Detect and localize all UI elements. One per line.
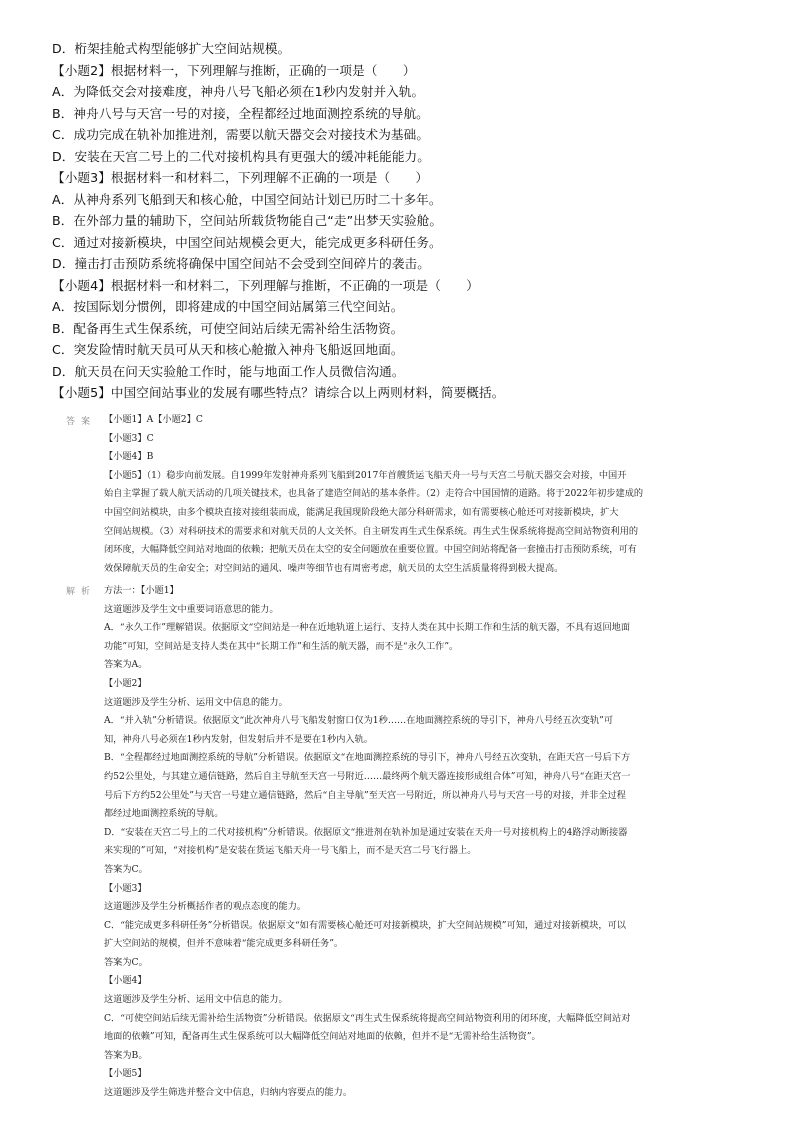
explanation-line: 约52公里处，与其建立通信链路，然后自主导航至天宫一号附近……最终两个航天器连接形成组合体”可知，神舟八号“在距天宫一 xyxy=(104,770,631,782)
option-line: D．航天员在问天实验舱工作时，能与地面工作人员微信沟通。 xyxy=(52,363,405,379)
explanation-line: 扩大空间站的规模，但并不意味着“能完成更多科研任务”。 xyxy=(104,938,344,950)
explanation-line: 答案为B。 xyxy=(104,1049,148,1061)
option-line: D．撞击打击预防系统将确保中国空间站不会受到空间碎片的袭击。 xyxy=(52,256,430,271)
question-stem: 【小题3】根据材料一和材料二，下列理解不正确的一项是（ ） xyxy=(52,170,429,185)
explanation-line: 方法一：【小题1】 xyxy=(104,585,179,596)
answer-line: 中国空间站模块，由多个模块直接对接组装而成，能满足我国现阶段绝大部分科研需求，如有需要核心舱还可对接新模块，扩大 xyxy=(104,506,619,518)
option-line: B．配备再生式生保系统，可使空间站后续无需补给生活物资。 xyxy=(52,320,404,336)
option-line: D．安装在天宫二号上的二代对接机构具有更强大的缓冲耗能能力。 xyxy=(52,148,430,164)
option-line: C．突发险情时航天员可从天和核心舱撤入神舟飞船返回地面。 xyxy=(52,342,404,357)
explanation-line: 知，神舟八号必须在1秒内发射，但发射后并不是要在1秒内入轨。 xyxy=(104,733,373,745)
question-stem: 【小题4】根据材料一和材料二，下列理解与推断，不正确的一项是（ ） xyxy=(52,277,480,293)
explanation-line: 【小题5】 xyxy=(104,1068,147,1080)
question-block xyxy=(52,38,752,404)
explanation-line: 这道题涉及学生分析概括作者的观点态度的能力。 xyxy=(104,901,307,913)
explanation-line: 功能”可知，空间站是支持人类在其中“长期工作”和生活的航天器，而不是“永久工作”。 xyxy=(104,640,459,652)
question-stem: 【小题5】中国空间站事业的发展有哪些特点？请综合以上两则材料，简要概括。 xyxy=(52,385,505,400)
answer-block xyxy=(104,411,764,578)
explanation-line: 这道题涉及学生分析、运用文中信息的能力。 xyxy=(104,994,288,1006)
explanation-line: 来实现的”可知，“对接机构”是安装在货运飞船天舟一号飞船上，而不是天宫二号飞行器上。 xyxy=(104,845,477,857)
explanation-block xyxy=(104,582,764,1103)
answer-line: 效保障航天员的生命安全；对空间站的通风、噪声等细节也有周密考虑，航天员的太空生活质量将得到极大提高。 xyxy=(104,562,564,574)
answer-line: 【小题1】A【小题2】C xyxy=(104,414,203,425)
option-line: B．在外部力量的辅助下，空间站所载货物能自己“走”出梦天实验舱。 xyxy=(52,213,443,228)
explanation-line: 这道题涉及学生文中重要词语意思的能力。 xyxy=(104,603,279,615)
answer-line: 【小题4】B xyxy=(104,451,154,463)
explanation-line: 这道题涉及学生筛选并整合文中信息，归纳内容要点的能力。 xyxy=(104,1087,353,1099)
explanation-line: B．“全程都经过地面测控系统的导航”分析错误。依据原文“在地面测控系统的导引下，神舟八号经五次变轨，在距天宫一号后下方 xyxy=(104,752,631,764)
explanation-line: 答案为C。 xyxy=(104,956,148,968)
explanation-line: C．“可使空间站后续无需补给生活物资”分析错误。依据原文“再生式生保系统将提高空间站物资利用的闭环度，大幅降低空间站对 xyxy=(104,1012,631,1024)
option-line: C．成功完成在轨补加推进剂，需要以航天器交会对接技术为基础。 xyxy=(52,127,430,142)
option-line: A．从神舟系列飞船到天和核心舱，中国空间站计划已历时二十多年。 xyxy=(52,191,442,207)
explanation-label: 解析 xyxy=(66,587,97,597)
explanation-line: C．“能完成更多科研任务”分析错误。依据原文“如有需要核心舱还可对接新模块，扩大空间站规模”可知，通过对接新模块，可以 xyxy=(104,919,626,931)
explanation-line: 号后下方约52公里处”与天宫一号建立通信链路，然后“自主导航”至天宫一号附近，所以神舟八号与天宫一号的对接，并非全过程 xyxy=(104,789,626,801)
answer-line: 闭环度，大幅降低空间站对地面的依赖；把航天员在太空的安全问题放在重要位置。中国空间站将配备一套撞击打击预防系统，可有 xyxy=(104,544,637,556)
question-stem: 【小题2】根据材料一，下列理解与推断，正确的一项是（ ） xyxy=(52,62,416,78)
explanation-line: 【小题4】 xyxy=(104,975,147,987)
answer-line: 【小题3】C xyxy=(104,432,154,444)
explanation-line: 答案为A。 xyxy=(104,659,148,671)
answer-label: 答案 xyxy=(66,417,97,427)
explanation-line: 【小题2】 xyxy=(104,677,147,689)
explanation-line: A．“永久工作”理解错误。依据原文“空间站是一种在近地轨道上运行、支持人类在其中长期工作和生活的航天器，不具有返回地面 xyxy=(104,622,631,634)
option-line: C．通过对接新模块，中国空间站规模会更大，能完成更多科研任务。 xyxy=(52,234,442,250)
option-line: D．桁架挂舱式构型能够扩大空间站规模。 xyxy=(52,41,291,56)
explanation-line: 地面的依赖”可知，配备再生式生保系统可以大幅降低空间站对地面的依赖，但并不是“无需补给生活物资”。 xyxy=(104,1031,541,1043)
option-line: B．神舟八号与天宫一号的对接，全程都经过地面测控系统的导航。 xyxy=(52,105,429,121)
explanation-line: D．“安装在天宫二号上的二代对接机构”分析错误。依据原文“推进剂在轨补加是通过安装在天舟一号对接机构上的4路浮动断接器 xyxy=(104,826,628,838)
explanation-line: A．“并入轨”分析错误。依据原文“此次神舟八号飞船发射窗口仅为1秒……在地面测控系统的导引下，神舟八号经五次变轨”可 xyxy=(104,715,614,727)
answer-line: 始自主掌握了载人航天活动的几项关键技术，也具备了建造空间站的基本条件。（2）走符合中国国情的道路。将于2022年初步建成的 xyxy=(104,488,644,500)
answer-line: 空间站规模。（3）对科研技术的需要求和对航天员的人文关怀。自主研发再生式生保系统。再生式生保系统将提高空间站物资利用的 xyxy=(104,525,639,537)
option-line: A．按国际划分惯例，即将建成的中国空间站属第三代空间站。 xyxy=(52,299,404,314)
answer-line: 【小题5】（1）稳步向前发展。自1999年发射神舟系列飞船到2017年首艘货运飞船天舟一号与天宫二号航天器交会对接，中国开 xyxy=(104,469,627,481)
explanation-line: 这道题涉及学生分析、运用文中信息的能力。 xyxy=(104,696,288,708)
explanation-line: 都经过地面测控系统的导航。 xyxy=(104,808,224,820)
explanation-line: 【小题3】 xyxy=(104,882,147,894)
explanation-line: 答案为C。 xyxy=(104,863,148,875)
option-line: A．为降低交会对接难度，神舟八号飞船必须在1秒内发射并入轨。 xyxy=(52,84,425,99)
